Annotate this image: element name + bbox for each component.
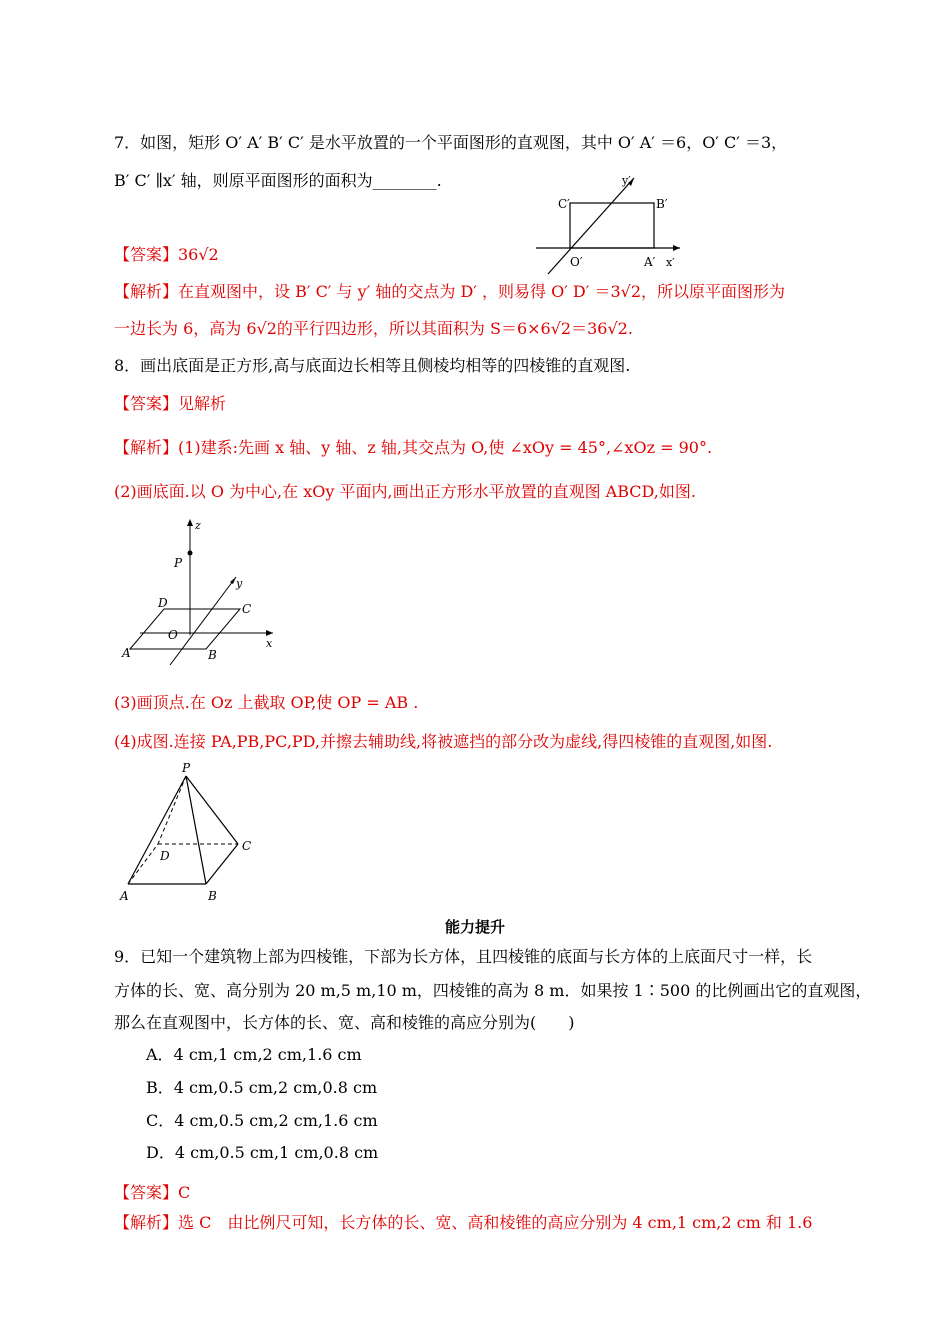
label-x-prime: x′ — [666, 256, 675, 269]
q9-answer: 【答案】C — [114, 1183, 191, 1202]
fig1-label-b: B — [208, 648, 217, 662]
fig1-label-d: D — [158, 596, 168, 610]
q7-answer: 【答案】36√2 — [114, 245, 219, 264]
q7-analysis-2: 一边长为 6，高为 6√2的平行四边形，所以其面积为 S＝6×6√2＝36√2. — [114, 319, 633, 338]
q8-pyramid-figure — [116, 760, 261, 905]
label-c-prime: C′ — [558, 197, 570, 211]
fig1-label-o: O — [168, 628, 178, 642]
q9-line3: 那么在直观图中，长方体的长、宽、高和棱锥的高应分别为( ) — [114, 1013, 575, 1032]
label-o-prime: O′ — [570, 255, 583, 269]
q7-analysis-1: 【解析】在直观图中，设 B′ C′ 与 y′ 轴的交点为 D′ ，则易得 O′ D′ ＝3√2，所以原平面图形为 — [114, 282, 786, 301]
q8-step4: (4)成图.连接 PA,PB,PC,PD,并擦去辅助线,将被遮挡的部分改为虚线,得四棱锥的直观图,如图. — [114, 732, 773, 751]
fig2-label-a: A — [120, 889, 129, 903]
label-y-prime: y′ — [622, 174, 631, 187]
fig1-label-z: z — [195, 519, 201, 532]
fig2-label-c: C — [242, 839, 252, 853]
q9-line2: 方体的长、宽、高分别为 20 m,5 m,10 m，四棱锥的高为 8 m．如果按 1∶500 的比例画出它的直观图， — [114, 981, 872, 1000]
q9-option-b: B．4 cm,0.5 cm,2 cm,0.8 cm — [146, 1078, 378, 1097]
q9-analysis: 【解析】选 C 由比例尺可知，长方体的长、宽、高和棱锥的高应分别为 4 cm,1 cm,2 cm 和 1.6 — [114, 1213, 813, 1232]
label-a-prime: A′ — [644, 255, 656, 269]
fig1-label-c: C — [242, 602, 252, 616]
fig1-label-x: x — [266, 637, 273, 650]
q9-option-a: A．4 cm,1 cm,2 cm,1.6 cm — [146, 1045, 362, 1064]
q7-line2: B′ C′ ∥x′ 轴，则原平面图形的面积为________. — [114, 171, 442, 190]
label-b-prime: B′ — [656, 197, 668, 211]
q7-line1: 7．如图，矩形 O′ A′ B′ C′ 是水平放置的一个平面图形的直观图，其中 O′ A′ ＝6，O′ C′ ＝3， — [114, 133, 788, 152]
fig2-label-b: B — [208, 889, 217, 903]
q8-step3: (3)画顶点.在 Oz 上截取 OP,使 OP = AB . — [114, 693, 419, 712]
fig1-label-p: P — [174, 556, 183, 570]
fig1-label-y: y — [236, 577, 243, 590]
fig2-label-d: D — [160, 849, 170, 863]
q9-option-d: D．4 cm,0.5 cm,1 cm,0.8 cm — [146, 1143, 379, 1162]
section-title: 能力提升 — [444, 918, 505, 936]
q8-line1: 8．画出底面是正方形,高与底面边长相等且侧棱均相等的四棱锥的直观图. — [114, 356, 631, 375]
q8-step1: 【解析】(1)建系:先画 x 轴、y 轴、z 轴,其交点为 O,使 ∠xOy = 45°,∠xOz = 90°. — [114, 438, 713, 457]
q8-axes-figure — [118, 515, 283, 665]
q7-figure — [536, 170, 686, 280]
q8-answer: 【答案】见解析 — [114, 394, 227, 413]
q8-step2: (2)画底面.以 O 为中心,在 xOy 平面内,画出正方形水平放置的直观图 ABCD,如图. — [114, 482, 696, 501]
fig2-label-p: P — [182, 761, 191, 775]
q9-option-c: C．4 cm,0.5 cm,2 cm,1.6 cm — [146, 1111, 378, 1130]
q9-line1: 9．已知一个建筑物上部为四棱锥，下部为长方体，且四棱锥的底面与长方体的上底面尺寸一样，长 — [114, 947, 813, 966]
fig1-label-a: A — [122, 646, 131, 660]
